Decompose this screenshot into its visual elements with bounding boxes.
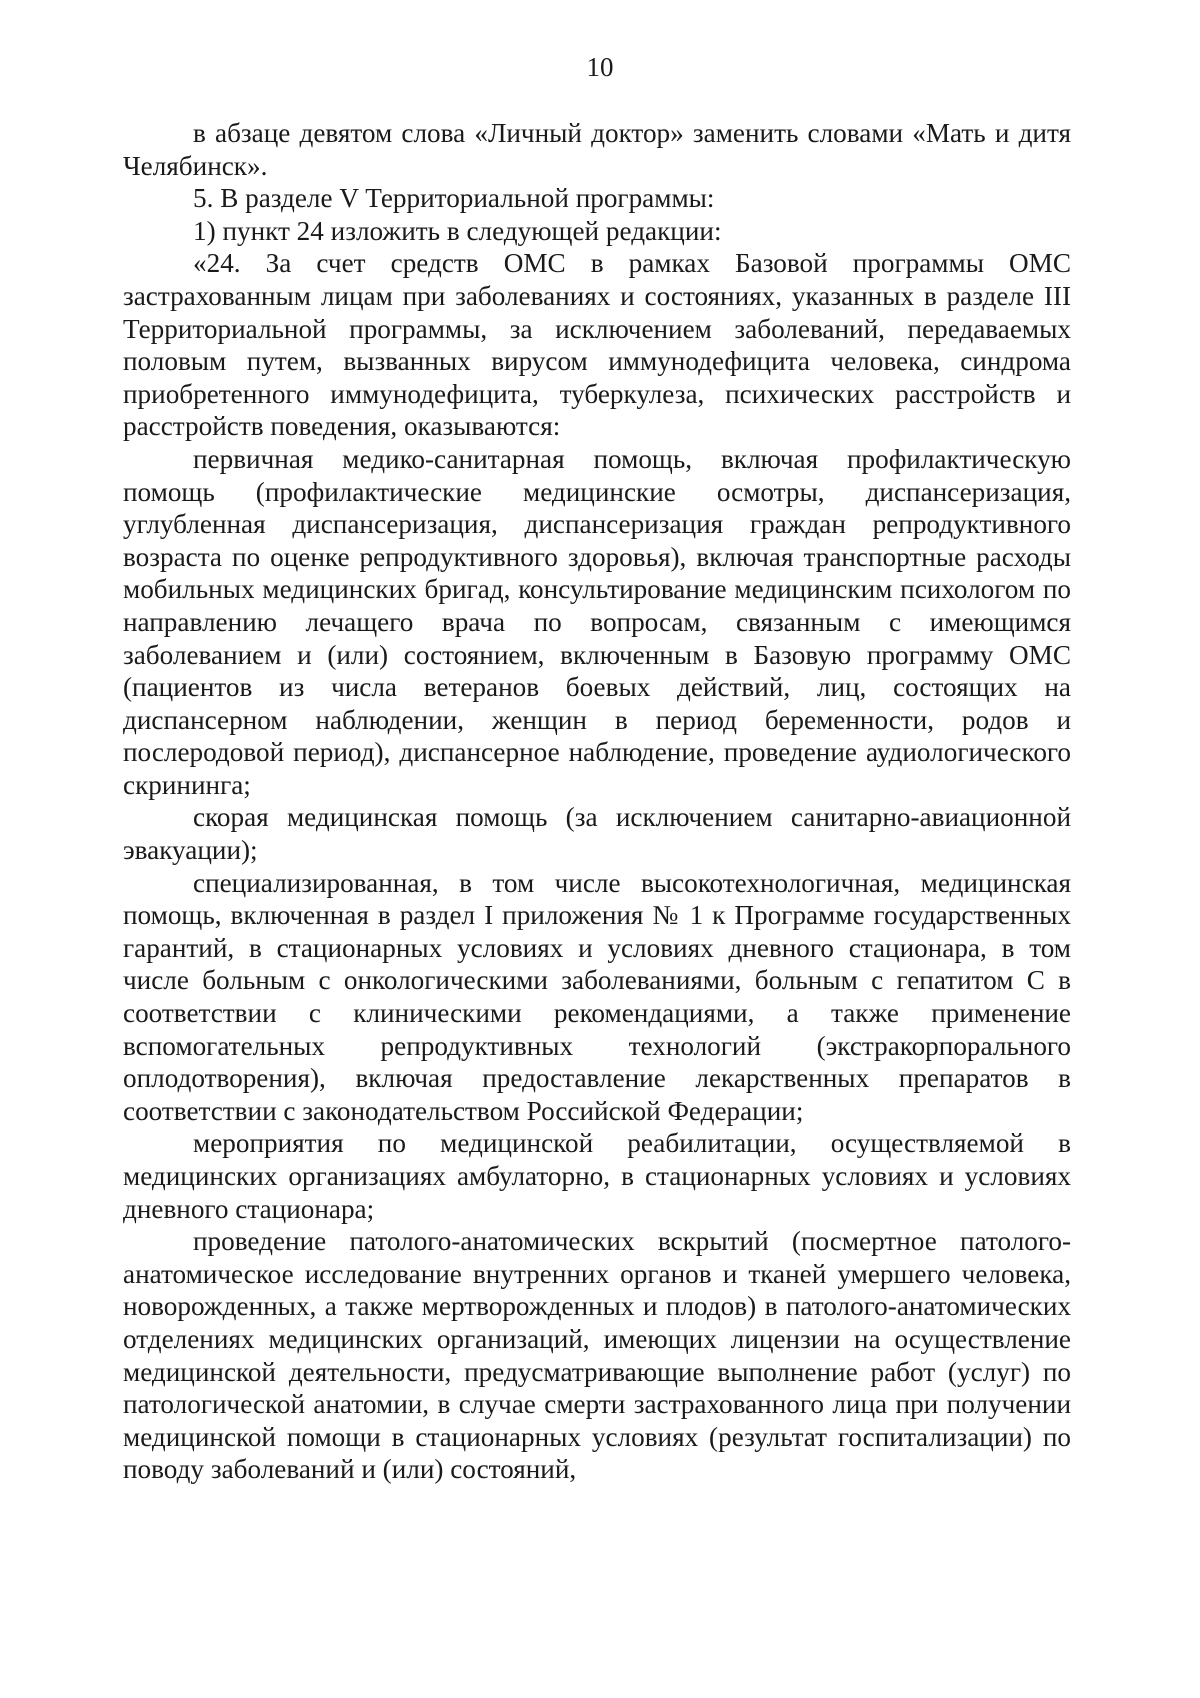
paragraph-item-24-intro: 1) пункт 24 изложить в следующей редакции: bbox=[193, 215, 722, 246]
paragraph-emergency-care: скорая медицинская помощь (за исключением санитарно-авиационной эвакуации); bbox=[123, 802, 1071, 866]
paragraph-primary-care: первичная медико-санитарная помощь, включая профилактическую помощь (профилактические медицинские осмотры, диспансеризация, углубленная диспансеризация, диспансеризация граждан репродуктивного возраста по оценке репродуктивного здоровья), включая транспортные расходы мобильных медицинских бригад, консультирование медицинским психологом по направлению лечащего врача по вопросам, связанным с имеющимся заболеванием и (или) состоянием, включенным в Базовую программу ОМС (пациентов из числа ветеранов боевых действий, лиц, состоящих на диспансерном наблюдении, женщин в период беременности, родов и послеродовой период), диспансерное наблюдение, проведение аудиологического скрининга; bbox=[123, 443, 1071, 800]
paragraph-autopsies: проведение патолого-анатомических вскрытий (посмертное патолого-анатомическое исследование внутренних органов и тканей умершего человека, новорожденных, а также мертворожденных и плодов) в патолого-анатомических отделениях медицинских организаций, имеющих лицензии на осуществление медицинской деятельности, предусматривающие выполнение работ (услуг) по патологической анатомии, в случае смерти застрахованного лица при получении медицинской помощи в стационарных условиях (результат госпитализации) по поводу заболеваний и (или) состояний, bbox=[123, 1226, 1071, 1485]
paragraph-rehabilitation: мероприятия по медицинской реабилитации, осуществляемой в медицинских организациях амбулаторно, в стационарных условиях и условиях дневного стационара; bbox=[123, 1128, 1071, 1224]
paragraph-specialized-care: специализированная, в том числе высокотехнологичная, медицинская помощь, включенная в раздел I приложения № 1 к Программе государственных гарантий, в стационарных условиях и условиях дневного стационара, в том числе больным с онкологическими заболеваниями, больным с гепатитом С в соответствии с клиническими рекомендациями, а также применение вспомогательных репродуктивных технологий (экстракорпорального оплодотворения), включая предоставление лекарственных препаратов в соответствии с законодательством Российской Федерации; bbox=[123, 867, 1071, 1126]
document-body bbox=[123, 117, 1071, 1486]
paragraph-item-24-text: «24. За счет средств ОМС в рамках Базовой программы ОМС застрахованным лицам при заболеваниях и состояниях, указанных в разделе III Территориальной программы, за исключением заболеваний, передаваемых половым путем, вызванных вирусом иммунодефицита человека, синдрома приобретенного иммунодефицита, туберкулеза, психических расстройств и расстройств поведения, оказываются: bbox=[123, 248, 1071, 442]
paragraph-amendment-ninth-subparagraph: в абзаце девятом слова «Личный доктор» заменить словами «Мать и дитя Челябинск». bbox=[123, 118, 1071, 181]
paragraph-section-v-heading: 5. В разделе V Территориальной программы: bbox=[193, 183, 715, 214]
page-number: 10 bbox=[586, 52, 614, 82]
